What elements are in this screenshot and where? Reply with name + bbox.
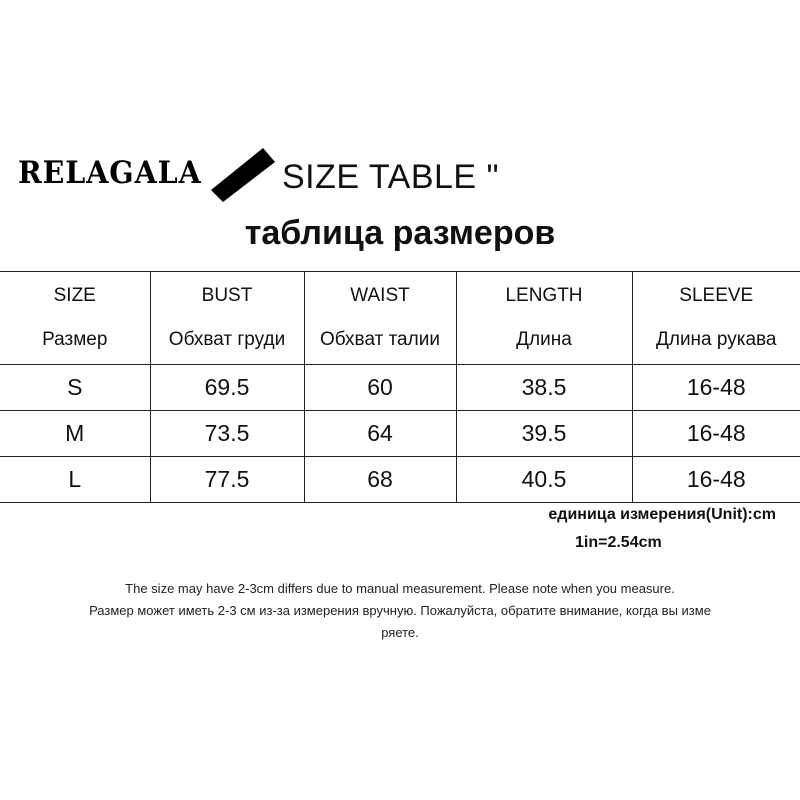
header-ru: Размер xyxy=(42,329,108,350)
table-cell: L xyxy=(0,457,150,503)
table-cell: 68 xyxy=(304,457,456,503)
table-cell: 16-48 xyxy=(632,411,800,457)
header-en: SLEEVE xyxy=(679,285,754,306)
table-cell: M xyxy=(0,411,150,457)
measurement-note-ru-cont: ряете. xyxy=(381,625,419,640)
header-en: SIZE xyxy=(53,285,96,306)
header-cell-sleeve xyxy=(632,272,800,365)
table-row xyxy=(0,411,800,457)
header-ru: Обхват груди xyxy=(168,329,286,350)
header-ru: Длина xyxy=(516,329,572,350)
table-cell: 16-48 xyxy=(632,365,800,411)
header-en: WAIST xyxy=(350,285,410,306)
title-english: SIZE TABLE " xyxy=(282,158,500,196)
slash-bar-icon xyxy=(205,146,277,204)
header-cell-length xyxy=(456,272,632,365)
table-cell: 73.5 xyxy=(150,411,304,457)
unit-note: единица измерения(Unit):cm xyxy=(548,506,776,523)
table-row xyxy=(0,365,800,411)
table-cell: S xyxy=(0,365,150,411)
table-row xyxy=(0,457,800,503)
table-cell: 60 xyxy=(304,365,456,411)
table-header-row xyxy=(0,272,800,365)
table-cell: 77.5 xyxy=(150,457,304,503)
table-cell: 64 xyxy=(304,411,456,457)
title-russian: таблица размеров xyxy=(244,214,556,252)
header-ru: Обхват талии xyxy=(320,329,440,350)
header-cell-bust xyxy=(150,272,304,365)
size-table xyxy=(0,271,800,503)
header-en: LENGTH xyxy=(505,285,583,306)
table-cell: 38.5 xyxy=(456,365,632,411)
table-cell: 16-48 xyxy=(632,457,800,503)
header-cell-size xyxy=(0,272,150,365)
brand-logo: RELAGALA xyxy=(18,155,202,191)
table-cell: 69.5 xyxy=(150,365,304,411)
measurement-note-ru: Размер может иметь 2-3 см из-за измерения вручную. Пожалуйста, обратите внимание, когда вы изме xyxy=(89,603,711,618)
table-cell: 40.5 xyxy=(456,457,632,503)
conversion-note: 1in=2.54cm xyxy=(575,534,662,551)
table-cell: 39.5 xyxy=(456,411,632,457)
header-en: BUST xyxy=(201,285,253,306)
measurement-note-en: The size may have 2-3cm differs due to manual measurement. Please note when you measure. xyxy=(125,581,675,596)
header-ru: Длина рукава xyxy=(655,329,777,350)
header-cell-waist xyxy=(304,272,456,365)
